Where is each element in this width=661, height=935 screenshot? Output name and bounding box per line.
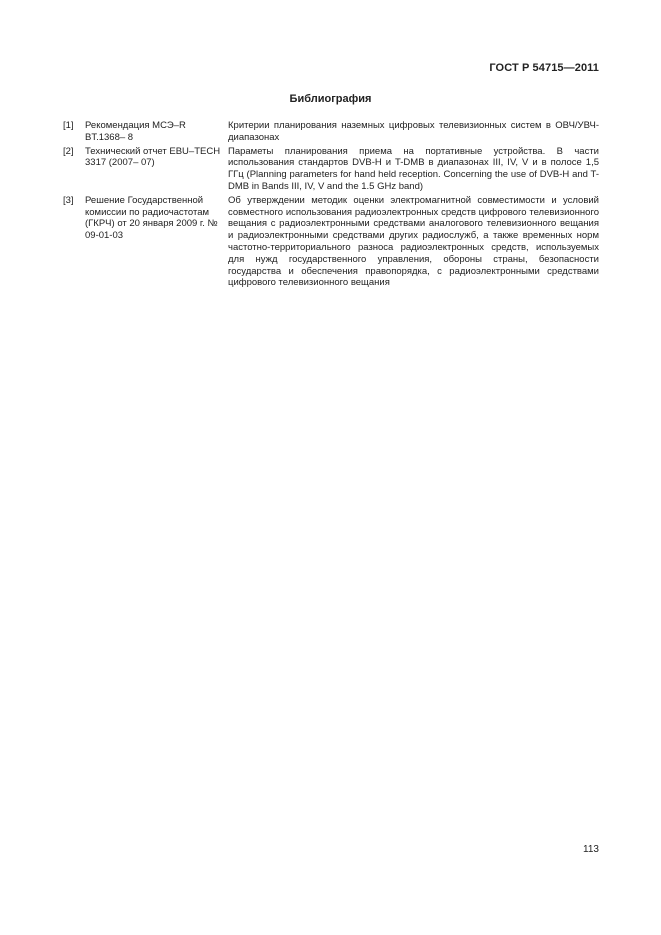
entry-source: Решение Государственной комиссии по радиочастотам (ГКРЧ) от 20 января 2009 г. № 09-01-03 xyxy=(85,194,218,242)
entry-description: Параметы планирования приема на портативные устройства. В части использования стандартов DVB-H и T-DMB в диапазонах III, IV, V и в полосе 1,5 ГГц (Planning parameters for hand held reception. Concerning the use of DVB-H and T-DMB in Bands III, IV, V and the 1.5 GHz band) xyxy=(228,145,599,192)
bibliography-entry xyxy=(63,146,599,193)
bibliography-entry xyxy=(63,120,599,144)
entry-description: Критерии планирования наземных цифровых телевизионных систем в ОВЧ/УВЧ-диапазонах xyxy=(228,120,599,143)
entry-number: [3] xyxy=(63,194,74,206)
entry-number: [2] xyxy=(63,145,74,157)
section-title: Библиография xyxy=(289,93,372,105)
bibliography-list xyxy=(63,120,599,291)
entry-source: Технический отчет EBU–TECH 3317 (2007– 07) xyxy=(85,145,221,169)
bibliography-entry xyxy=(63,195,599,289)
entry-description: Об утверждении методик оценки электромагнитной совместимости и условий совместного использования радиоэлектронных средств цифрового телевизионного вещания с радиоэлектронными средствами аналогового телевизионного вещания и радиоэлектронными средствами других радиослужб, а также временных норм частотно-территориального разноса радиоэлектронных средств, используемых для нужд государственного управления, обороны страны, безопасности государства и обеспечения правопорядка, с радиоэлектронными средствами цифрового телевизионного вещания xyxy=(228,194,599,289)
entry-number: [1] xyxy=(63,120,74,131)
page-number: 113 xyxy=(583,844,599,855)
document-code: ГОСТ Р 54715—2011 xyxy=(489,62,599,74)
entry-source: Рекомендация МСЭ–R BT.1368– 8 xyxy=(85,120,186,143)
